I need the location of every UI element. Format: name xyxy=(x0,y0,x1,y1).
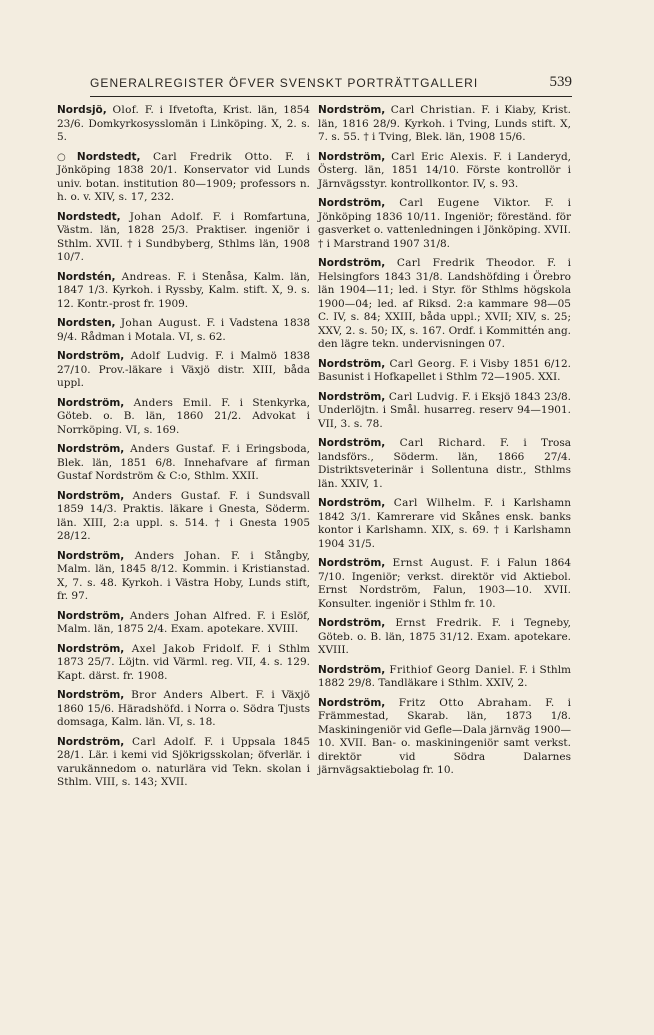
register-entry xyxy=(318,391,571,432)
register-entry xyxy=(57,550,310,604)
entry-surname: Nordsten, xyxy=(57,317,116,329)
register-entry xyxy=(57,397,310,438)
page-header xyxy=(90,70,572,97)
entry-given-names: Anders Gustaf. xyxy=(130,443,216,455)
register-entry xyxy=(318,557,571,611)
left-column xyxy=(57,104,310,796)
entry-details: F. i Stenkyrka, Göteb. o. B. län, 1860 21/2. Advokat i Norrköping. VI, s. 169. xyxy=(57,396,310,436)
entry-given-names: Johan August. xyxy=(120,317,202,329)
portrait-mark: ○ xyxy=(57,151,75,163)
register-entry xyxy=(57,104,310,145)
entry-surname: Nordstedt, xyxy=(76,150,141,163)
entry-surname: Nordström, xyxy=(318,557,386,569)
entry-surname: Nordström, xyxy=(57,443,125,455)
entry-given-names: Ernst Fredrik. xyxy=(395,617,482,629)
register-entry xyxy=(57,350,310,391)
entry-given-names: Carl Richard. xyxy=(399,437,486,449)
register-entry xyxy=(318,697,571,778)
register-entry xyxy=(318,257,571,352)
entry-given-names: Olof. xyxy=(112,104,140,116)
register-entry xyxy=(57,490,310,544)
entry-given-names: Ernst August. xyxy=(392,557,474,569)
entry-surname: Nordström, xyxy=(57,735,125,748)
entry-details: F. i Sthlm 1882 29/8. Tandläkare i Sthlm. XXIV, 2. xyxy=(318,663,572,689)
register-entry xyxy=(57,689,310,730)
entry-given-names: Johan Adolf. xyxy=(129,210,204,223)
register-entry xyxy=(318,151,571,192)
entry-given-names: Carl Wilhelm. xyxy=(393,497,476,509)
entry-details: F. i Jönköping 1838 20/1. Konservator vid Lunds univ. botan. institution 80—1909; professors n. h. o. v. XIV, s. 17, 232. xyxy=(57,150,311,203)
entry-surname: Nordström, xyxy=(318,357,386,370)
entry-surname: Nordström, xyxy=(318,104,386,116)
register-entry xyxy=(57,443,310,484)
entry-details: F. i Landeryd, Österg. län, 1851 14/10. Förste kontrollör i Järnvägsstyr. kontrollkontor. IV, s. 93. xyxy=(318,150,572,190)
entry-surname: Nordström, xyxy=(318,617,386,629)
entry-surname: Nordström, xyxy=(57,396,125,409)
register-entry xyxy=(57,317,310,344)
entry-given-names: Anders Johan. xyxy=(134,549,221,562)
entry-details: F. i Eringsboda, Blek. län, 1851 6/8. Innehafvare af firman Gustaf Nordström & C:o, Sthlm. XXII. xyxy=(57,443,311,482)
entry-details: F. i Stångby, Malm. län, 1845 8/12. Kommin. i Kristianstad. X, 7. s. 48. Kyrkoh. i Västra Hoby, Lunds stift, fr. 97. xyxy=(57,549,310,602)
entry-given-names: Fritz Otto Abraham. xyxy=(398,696,532,709)
entry-given-names: Anders Emil. xyxy=(133,396,212,409)
entry-surname: Nordsjö, xyxy=(57,104,107,116)
entry-details: F. i Jönköping 1836 10/11. Ingeniör; föreständ. för gasverket o. vattenledningen i Jönköping. XVII. † i Marstrand 1907 31/8. xyxy=(318,197,572,250)
register-entry xyxy=(57,736,310,790)
register-entry xyxy=(318,664,571,691)
entry-given-names: Adolf Ludvig. xyxy=(130,350,209,362)
entry-details: F. i Visby 1851 6/12. Basunist i Hofkapellet i Sthlm 72—1905. XXI. xyxy=(318,357,571,383)
entry-given-names: Carl Eugene Viktor. xyxy=(399,197,531,209)
running-head: GENERALREGISTER ÖFVER SVENSKT PORTRÄTTGALLERI xyxy=(90,76,479,90)
entry-given-names: Carl Ludvig. xyxy=(388,390,459,403)
entry-details: F. i Eksjö 1843 23/8. Underlöjtn. i Smål. husarreg. reserv 94—1901. VII, 3. s. 78. xyxy=(318,390,572,430)
register-entry xyxy=(57,271,310,312)
entry-details: F. i Vadstena 1838 9/4. Rådman i Motala. VI, s. 62. xyxy=(57,317,311,343)
register-entry xyxy=(318,197,571,251)
entry-surname: Nordström, xyxy=(57,549,125,562)
register-entry xyxy=(318,437,571,491)
entry-surname: Nordstedt, xyxy=(57,210,121,223)
entry-surname: Nordström, xyxy=(318,150,386,163)
entry-given-names: Carl Adolf. xyxy=(132,735,197,748)
entry-given-names: Carl Fredrik Theodor. xyxy=(396,257,536,269)
entry-given-names: Carl Fredrik Otto. xyxy=(153,150,273,163)
entry-given-names: Frithiof Georg Daniel. xyxy=(389,663,515,676)
entry-surname: Nordström, xyxy=(318,497,386,509)
entry-details: F. i Ifvetofta, Krist. län, 1854 23/6. Domkyrkosysslomän i Linköping. X, 2. s. 5. xyxy=(57,104,310,143)
entry-surname: Nordstén, xyxy=(57,270,116,283)
register-entry xyxy=(318,358,571,385)
entry-given-names: Anders Gustaf. xyxy=(132,489,221,502)
register-entry xyxy=(57,610,310,637)
entry-surname: Nordström, xyxy=(318,663,386,676)
entry-details: F. i Trosa landsförs., Söderm. län, 1866 27/4. Distriktsveterinär i Sollentuna distr., Sthlms län. XXIV, 1. xyxy=(318,437,571,490)
entry-given-names: Carl Christian. xyxy=(390,104,476,116)
entry-details: F. i Romfartuna, Västm. län, 1828 25/3. Praktiser. ingeniör i Sthlm. XVII. † i Sundbyberg, Sthlms län, 1908 10/7. xyxy=(57,210,311,263)
entry-given-names: Axel Jakob Fridolf. xyxy=(131,642,245,655)
entry-surname: Nordström, xyxy=(57,489,125,502)
register-entry xyxy=(318,617,571,658)
entry-surname: Nordström, xyxy=(318,437,386,449)
entry-surname: Nordström, xyxy=(57,642,125,655)
register-entry xyxy=(318,104,571,145)
entry-details: F. i Malmö 1838 27/10. Prov.-läkare i Växjö distr. XIII, båda uppl. xyxy=(57,350,311,389)
entry-surname: Nordström, xyxy=(57,350,125,362)
entry-surname: Nordström, xyxy=(57,689,125,701)
entry-surname: Nordström, xyxy=(318,696,386,709)
entry-details: F. i Sundsvall 1859 14/3. Praktis. läkare i Gnesta, Söderm. län. XIII, 2:a uppl. s. 514. † i Gnesta 1905 28/12. xyxy=(57,489,310,542)
entry-given-names: Carl Eric Alexis. xyxy=(391,150,488,163)
entry-given-names: Bror Anders Albert. xyxy=(131,689,249,701)
entry-details: F. i Sthlm 1873 25/7. Löjtn. vid Värml. reg. VII, 4. s. 129. Kapt. därst. fr. 1908. xyxy=(57,642,311,682)
entry-details: F. i Tegneby, Göteb. o. B. län, 1875 31/12. Exam. apotekare. XVIII. xyxy=(318,617,571,656)
entry-given-names: Anders Johan Alfred. xyxy=(129,609,252,622)
entry-surname: Nordström, xyxy=(318,197,386,209)
entry-surname: Nordström, xyxy=(318,390,386,403)
entry-surname: Nordström, xyxy=(318,257,386,269)
entry-details: F. i Falun 1864 7/10. Ingeniör; verkst. direktör vid Aktiebol. Ernst Nordström, Falun, 1903—10. XVII. Konsulter. ingeniör i Sthlm fr. 10. xyxy=(318,557,572,610)
entry-given-names: Carl Georg. xyxy=(389,357,456,370)
register-entry xyxy=(57,151,310,205)
entry-details: F. i Helsingfors 1843 31/8. Landshöfding i Örebro län 1904—11; led. i Styr. för Sthlms högskola 1900—04; led. af Riksd. 2:a kammare 98—05 C. IV, s. 84; XXIII, båda uppl.; XVII; XIV, s. 25; XXV, 2. s. 50; IX, s. 167. Ordf. i Kommittén ang. den lägre tekn. undervisningen 07. xyxy=(318,257,572,350)
entry-details: F. i Eslöf, Malm. län, 1875 2/4. Exam. apotekare. XVIII. xyxy=(57,609,310,635)
entry-details: F. i Främmestad, Skarab. län, 1873 1/8. Maskiningeniör vid Gefle—Dala järnväg 1900—10. XVII. Ban- o. maskiningeniör samt verkst. direktör vid Södra Dalarnes järnvägsaktiebolag fr. 10. xyxy=(318,696,572,776)
entry-details: F. i Kiaby, Krist. län, 1816 28/9. Kyrkoh. i Tving, Lunds stift. X, 7. s. 55. † i Tving, Blek. län, 1908 15/6. xyxy=(318,104,571,143)
entry-surname: Nordström, xyxy=(57,609,125,622)
entry-details: F. i Uppsala 1845 28/1. Lär. i kemi vid Sjökrigsskolan; öfverlär. i varukännedom o. naturlära vid Tekn. skolan i Sthlm. VIII, s. 143; XVII. xyxy=(57,735,310,788)
entry-given-names: Andreas. xyxy=(121,270,172,283)
register-entry xyxy=(57,643,310,684)
entry-details: F. i Stenåsa, Kalm. län, 1847 1/3. Kyrkoh. i Ryssby, Kalm. stift. X, 9. s. 12. Kontr.-prost fr. 1909. xyxy=(57,270,310,310)
page-number: 539 xyxy=(549,74,572,90)
right-column xyxy=(318,104,571,784)
entry-details: F. i Växjö 1860 15/6. Häradshöfd. i Norra o. Södra Tjusts domsaga, Kalm. län. VI, s. 18. xyxy=(57,689,310,728)
register-entry xyxy=(318,497,571,551)
register-entry xyxy=(57,211,310,265)
entry-details: F. i Karlshamn 1842 3/1. Kamrerare vid Skånes ensk. banks kontor i Karlshamn. XIX, s. 69. † i Karlshamn 1904 31/5. xyxy=(318,497,572,550)
